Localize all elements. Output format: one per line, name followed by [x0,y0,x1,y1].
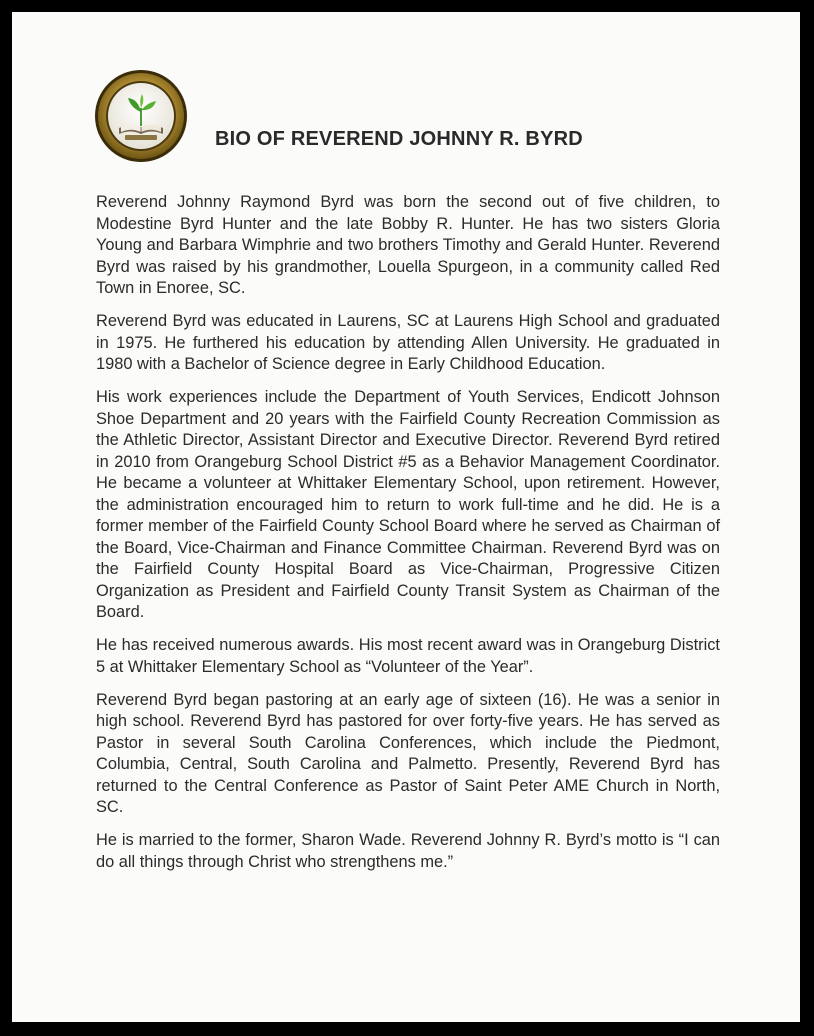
bio-paragraph-family: Reverend Johnny Raymond Byrd was born the second out of five children, to Modestine Byrd Hunter and the late Bobby R. Hunter. He has two sisters Gloria Young and Barbara Wimphrie and two brothers Timothy and Gerald Hunter. Reverend Byrd was raised by his grandmother, Louella Spurgeon, in a community called Red Town in Enoree, SC. [96,193,720,297]
document-page [12,12,800,1022]
bio-paragraph-awards: He has received numerous awards. His most recent award was in Orangeburg District 5 at Whittaker Elementary School as “Volunteer of the Year”. [96,636,720,676]
bio-body [96,192,720,885]
page-title: BIO OF REVEREND JOHNNY R. BYRD [215,128,583,150]
bio-paragraph-work: His work experiences include the Department of Youth Services, Endicott Johnson Shoe Department and 20 years with the Fairfield County Recreation Commission as the Athletic Director, Assistant Director and Executive Director. Reverend Byrd retired in 2010 from Orangeburg School District #5 as a Behavior Management Coordinator. He became a volunteer at Whittaker Elementary School, upon retirement. However, the administration encouraged him to return to work full-time and he did. He is a former member of the Fairfield County School Board where he served as Chairman of the Board, Vice-Chairman and Finance Committee Chairman. Reverend Byrd was on the Fairfield County Hospital Board as Vice-Chairman, Progressive Citizen Organization as President and Fairfield County Transit System as Chairman of the Board. [96,388,720,621]
bio-paragraph-education: Reverend Byrd was educated in Laurens, SC at Laurens High School and graduated in 1975. He furthered his education by attending Allen University. He graduated in 1980 with a Bachelor of Science degree in Early Childhood Education. [96,312,720,373]
bio-paragraph-pastoring: Reverend Byrd began pastoring at an early age of sixteen (16). He was a senior in high school. Reverend Byrd has pastored for over forty-five years. He has served as Pastor in several South Carolina Conferences, which include the Piedmont, Columbia, Central, South Carolina and Palmetto. Presently, Reverend Byrd has returned to the Central Conference as Pastor of Saint Peter AME Church in North, SC. [96,690,720,816]
seedling-book-emblem-icon [93,68,189,164]
bio-paragraph-motto: He is married to the former, Sharon Wade. Reverend Johnny R. Byrd’s motto is “I can do all things through Christ who strengthens me.” [96,831,720,871]
